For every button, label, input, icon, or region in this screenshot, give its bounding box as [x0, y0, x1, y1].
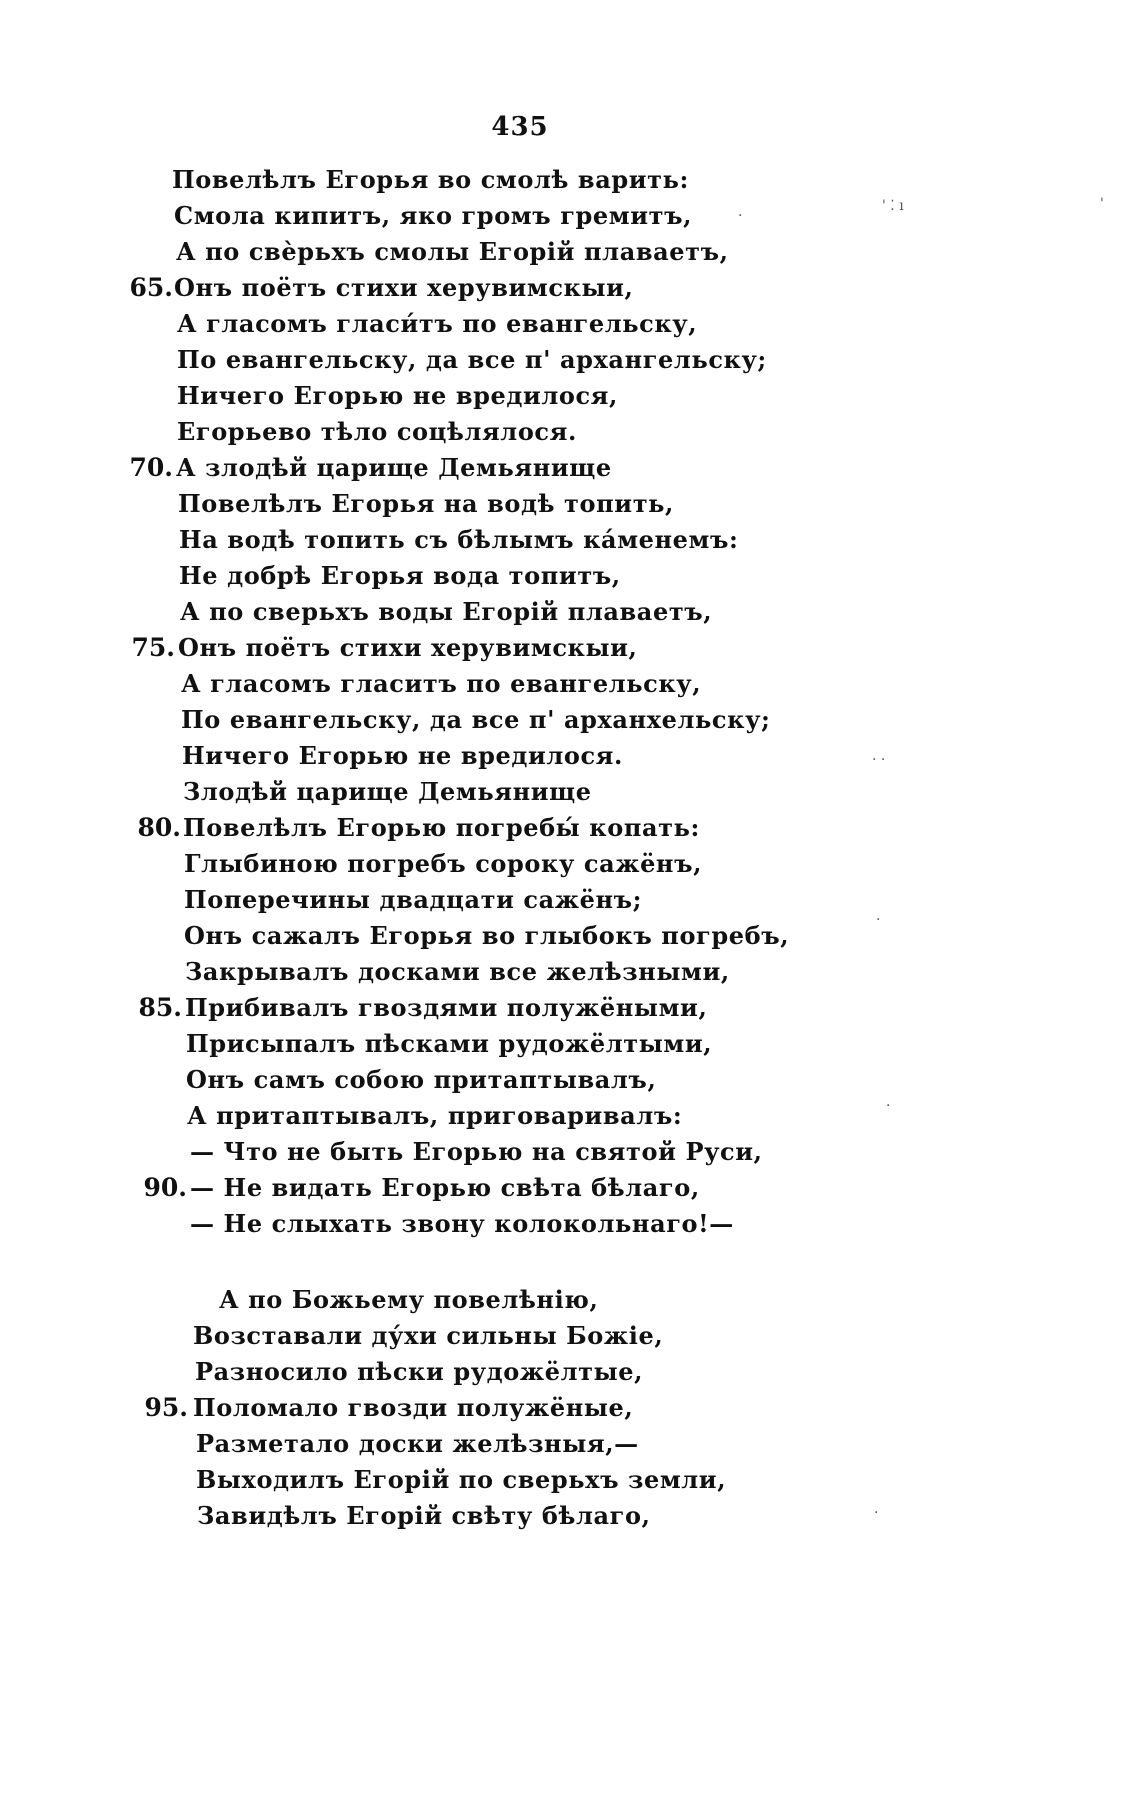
verse-line — [0, 1390, 1140, 1426]
verse-line — [0, 1498, 1140, 1534]
verse-text: А по свѐрьхъ смолы Егорій плаваетъ, — [176, 237, 729, 266]
verse-text: А по Божьему повелѣнію, — [219, 1285, 599, 1314]
verse-text: Присыпалъ пѣсками рудожёлтыми, — [186, 1029, 713, 1058]
verse-line — [0, 990, 1140, 1026]
verse-text: Поперечины двадцати сажёнъ; — [184, 885, 643, 914]
verse-line — [0, 774, 1140, 810]
verse-text: Онъ самъ собою притаптывалъ, — [186, 1065, 657, 1094]
verse-line — [0, 738, 1140, 774]
verse-line — [0, 954, 1140, 990]
verse-text: Разметало доски желѣзныя,— — [196, 1429, 639, 1458]
verse-line — [0, 486, 1140, 522]
verse-text: Завидѣлъ Егорій свѣту бѣлаго, — [197, 1501, 651, 1530]
line-number: 70. — [129, 453, 173, 482]
verse-line — [0, 522, 1140, 558]
verse-text: А гласомъ гласитъ по евангельску, — [181, 669, 702, 698]
verse-stanza-1 — [0, 162, 1140, 1242]
verse-line — [0, 1062, 1140, 1098]
margin-speck: · — [738, 208, 743, 224]
margin-speck: ' — [1100, 196, 1104, 212]
verse-line — [0, 666, 1140, 702]
verse-line — [0, 414, 1140, 450]
verse-text: По евангельску, да все п' арханхельску; — [181, 705, 771, 734]
page-number: 435 — [491, 112, 549, 142]
verse-line — [0, 1318, 1140, 1354]
verse-text: Онъ поётъ стихи херувимскыи, — [178, 633, 638, 662]
verse-line — [0, 198, 1140, 234]
verse-line — [0, 558, 1140, 594]
verse-text: По евангельску, да все п' архангельску; — [177, 345, 767, 374]
verse-text: — Не слыхать звону колокольнаго!— — [190, 1209, 734, 1238]
verse-line — [0, 1426, 1140, 1462]
line-number: 75. — [131, 633, 175, 662]
verse-line — [0, 1170, 1140, 1206]
verse-line — [0, 306, 1140, 342]
verse-text: Поломало гвозди полужёные, — [193, 1393, 634, 1422]
verse-line — [0, 1206, 1140, 1242]
verse-text: Ничего Егорью не вредилося. — [182, 741, 623, 770]
verse-text: А по сверьхъ воды Егорій плаваетъ, — [180, 597, 713, 626]
verse-text: А злодѣй царище Демьянище — [176, 453, 612, 482]
verse-text: Разносило пѣски рудожёлтые, — [195, 1357, 644, 1386]
margin-speck: · — [874, 1505, 879, 1521]
line-number: 90. — [143, 1173, 187, 1202]
margin-speck: ' ⁚ ı — [882, 198, 904, 214]
verse-line — [0, 1026, 1140, 1062]
verse-stanza-2 — [0, 1282, 1140, 1534]
verse-text: Прибивалъ гвоздями полужёными, — [185, 993, 708, 1022]
verse-line — [0, 1462, 1140, 1498]
verse-line — [0, 234, 1140, 270]
verse-line — [0, 1098, 1140, 1134]
verse-text: А притаптывалъ, приговаривалъ: — [187, 1101, 683, 1130]
verse-line — [0, 810, 1140, 846]
margin-speck: · — [886, 1098, 891, 1114]
verse-text: — Не видать Егорью свѣта бѣлаго, — [190, 1173, 700, 1202]
verse-line — [0, 702, 1140, 738]
line-number: 65. — [129, 273, 173, 302]
verse-line — [0, 270, 1140, 306]
line-number: 85. — [138, 993, 182, 1022]
verse-text: — Что не быть Егорью на святой Руси, — [190, 1137, 763, 1166]
margin-speck: · · — [872, 752, 886, 768]
verse-line — [0, 162, 1140, 198]
verse-text: Ничего Егорью не вредилося, — [177, 381, 618, 410]
line-number: 95. — [144, 1393, 188, 1422]
verse-line — [0, 918, 1140, 954]
verse-text: Возставали ду́хи сильны Божіе, — [193, 1321, 664, 1350]
verse-text: Глыбиною погребъ сороку сажёнъ, — [184, 849, 703, 878]
verse-line — [0, 1134, 1140, 1170]
verse-line — [0, 846, 1140, 882]
verse-text: Смола кипитъ, яко громъ гремитъ, — [174, 201, 693, 230]
verse-line — [0, 450, 1140, 486]
verse-text: Выходилъ Егорій по сверьхъ земли, — [196, 1465, 727, 1494]
verse-text: Онъ сажалъ Егорья во глыбокъ погребъ, — [184, 921, 790, 950]
verse-line — [0, 378, 1140, 414]
verse-line — [0, 342, 1140, 378]
verse-line — [0, 594, 1140, 630]
verse-text: Закрывалъ досками все желѣзными, — [185, 957, 730, 986]
verse-text: Повелѣлъ Егорью погребы́ копать: — [183, 813, 700, 842]
verse-line — [0, 630, 1140, 666]
line-number: 80. — [137, 813, 181, 842]
verse-text: Егорьево тѣло соцѣлялося. — [177, 417, 577, 446]
verse-line — [0, 1354, 1140, 1390]
verse-text: Повелѣлъ Егорья на водѣ топить, — [178, 489, 675, 518]
verse-text: Злодѣй царище Демьянище — [183, 777, 592, 806]
verse-line — [0, 882, 1140, 918]
margin-speck: · — [876, 912, 881, 928]
verse-text: Не добрѣ Егорья вода топитъ, — [179, 561, 621, 590]
verse-text: Онъ поётъ стихи херувимскыи, — [174, 273, 634, 302]
verse-text: На водѣ топить съ бѣлымъ ка́менемъ: — [179, 525, 739, 554]
verse-text: Повелѣлъ Егорья во смолѣ варить: — [172, 165, 689, 194]
verse-text: А гласомъ гласи́тъ по евангельску, — [177, 309, 698, 338]
verse-line — [0, 1282, 1140, 1318]
